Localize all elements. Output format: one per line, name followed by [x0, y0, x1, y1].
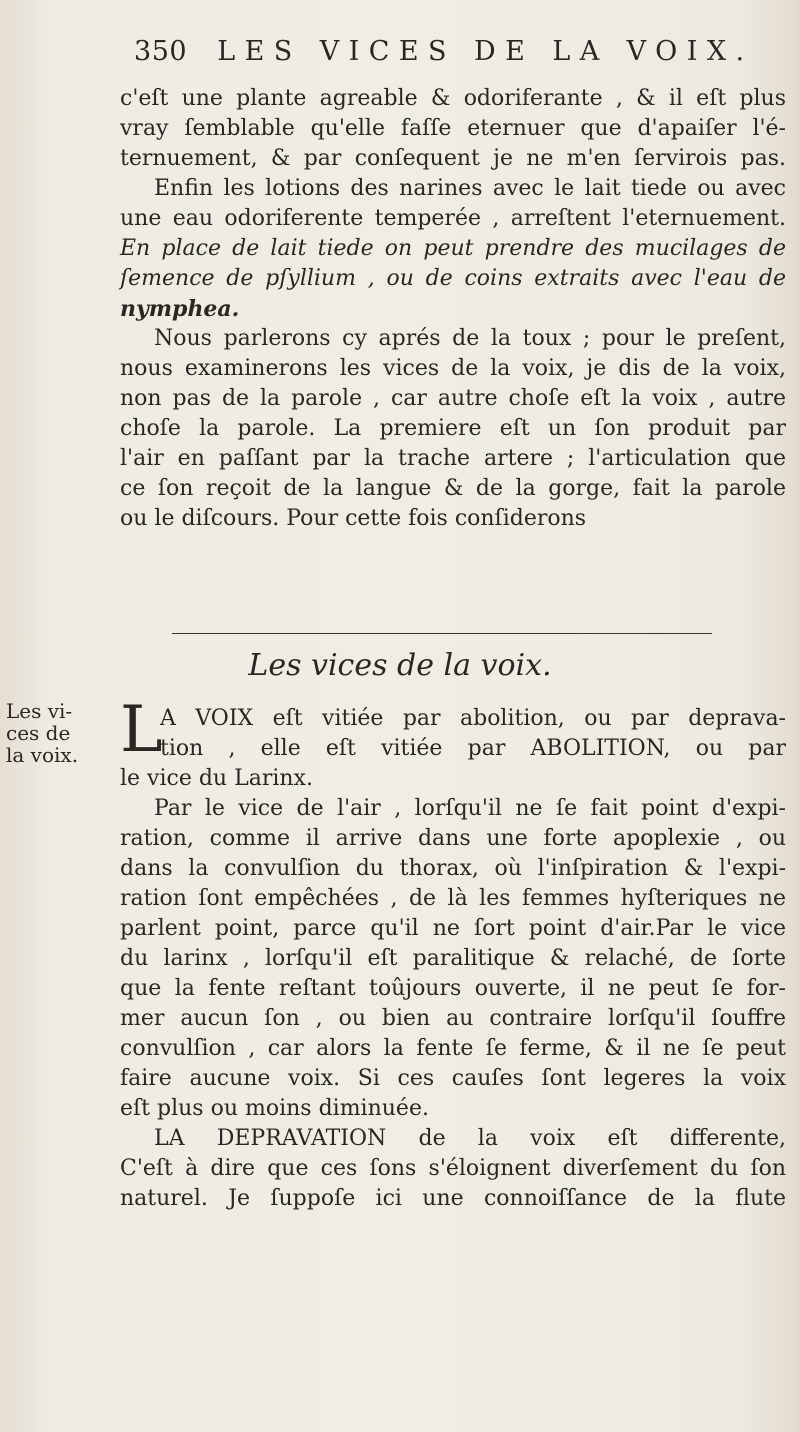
text-line: dans la convulſion du thorax, où l'inſpiration & l'expi- — [120, 856, 786, 881]
margin-note-line: Les vi- — [6, 699, 73, 723]
text-line: naturel. Je ſuppoſe ici une connoiſſance de la flute — [120, 1186, 786, 1211]
text-line: le vice du Larinx. — [120, 766, 313, 791]
text-line: ou le diſcours. Pour cette fois conſiderons — [120, 506, 587, 531]
page-number: 350 — [134, 36, 188, 67]
text-line: ternuement, & par conſequent je ne m'en ſervirois pas. — [120, 146, 786, 171]
text-line: faire aucune voix. Si ces cauſes ſont legeres la voix — [120, 1066, 786, 1091]
section-title: Les vices de la voix. — [248, 648, 552, 683]
text-line: nous examinerons les vices de la voix, je dis de la voix, — [120, 356, 786, 381]
text-line: ce ſon reçoit de la langue & de la gorge, fait la parole — [120, 476, 786, 501]
drop-cap: L — [120, 693, 163, 767]
text-line: A VOIX eſt vitiée par abolition, ou par deprava- — [160, 706, 786, 731]
text-line: c'eſt une plante agreable & odoriferante , & il eſt plus — [120, 86, 786, 111]
text-line: parlent point, parce qu'il ne ſort point d'air.Par le vice — [120, 916, 786, 941]
text-line: vray ſemblable qu'elle faſſe eternuer que d'apaiſer l'é- — [120, 116, 786, 141]
margin-note-line: ces de — [6, 721, 71, 745]
text-line: Enfin les lotions des narines avec le lait tiede ou avec — [154, 176, 786, 201]
text-line: une eau odoriferente temperée , arreſtent l'eternuement. — [120, 206, 786, 231]
text-line: ſemence de pſyllium , ou de coins extraits avec l'eau de — [120, 266, 786, 291]
text-line: tion , elle eſt vitiée par ABOLITION, ou par — [160, 736, 786, 761]
text-line: l'air en paſſant par la trache artere ; l'articulation que — [120, 446, 786, 471]
text-line: Par le vice de l'air , lorſqu'il ne ſe fait point d'expi- — [154, 796, 786, 821]
running-title: LES VICES DE LA VOIX. — [217, 36, 754, 67]
text-line: En place de lait tiede on peut prendre des mucilages de — [120, 236, 786, 261]
text-line: Nous parlerons cy aprés de la toux ; pour le preſent, — [154, 326, 786, 351]
text-line: que la fente reſtant toûjours ouverte, il ne peut ſe for- — [120, 976, 786, 1001]
margin-note — [6, 700, 116, 766]
margin-note-line: la voix. — [6, 743, 79, 767]
text-line: C'eſt à dire que ces ſons s'éloignent diverſement du ſon — [120, 1156, 786, 1181]
text-line: non pas de la parole , car autre choſe eſt la voix , autre — [120, 386, 786, 411]
running-header — [134, 38, 780, 65]
text-line: mer aucun ſon , ou bien au contraire lorſqu'il ſouffre — [120, 1006, 786, 1031]
text-line: eſt plus ou moins diminuée. — [120, 1096, 429, 1121]
text-line: LA DEPRAVATION de la voix eſt differente, — [154, 1126, 786, 1151]
text-line: du larinx , lorſqu'il eſt paralitique & relaché, de ſorte — [120, 946, 786, 971]
section-divider — [172, 633, 712, 634]
text-line: nymphea. — [120, 296, 240, 322]
text-line: convulſion , car alors la fente ſe ferme, & il ne ſe peut — [120, 1036, 786, 1061]
text-line: ration ſont empêchées , de là les femmes hyſteriques ne — [120, 886, 786, 911]
text-line: choſe la parole. La premiere eſt un ſon produit par — [120, 416, 786, 441]
text-line: ration, comme il arrive dans une forte apoplexie , ou — [120, 826, 786, 851]
